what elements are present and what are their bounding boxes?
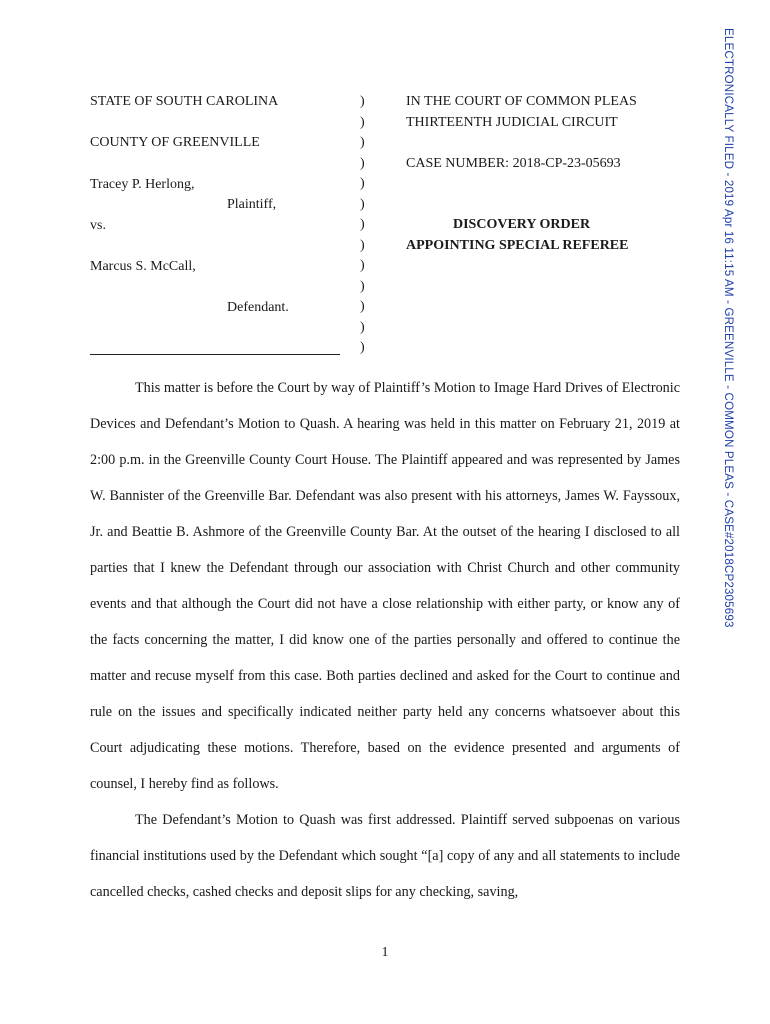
case-number: CASE NUMBER: 2018-CP-23-05693	[406, 155, 621, 171]
paren: )	[360, 94, 365, 109]
paren: )	[360, 258, 365, 273]
plaintiff-role: Plaintiff,	[227, 197, 277, 212]
versus-label: vs.	[90, 218, 106, 233]
paren: )	[360, 299, 365, 314]
paren: )	[360, 217, 365, 232]
paren: )	[360, 176, 365, 191]
defendant-role: Defendant.	[227, 300, 289, 315]
paren: )	[360, 135, 365, 150]
order-title-line2: APPOINTING SPECIAL REFEREE	[406, 237, 629, 253]
body-paragraph-1: This matter is before the Court by way of Plaintiff’s Motion to Image Hard Drives of Electronic Devices and Defendant’s Motion to Quash. A hearing was held in this matter on February 21, 2019 at 2:00 p.m. in the Greenville County Court House. The Plaintiff appeared and was represented by James W. Bannister of the Greenville Bar. Defendant was also present with his attorneys, James W. Fayssoux, Jr. and Beattie B. Ashmore of the Greenville County Bar. At the outset of the hearing I disclosed to all parties that I knew the Defendant through our association with Christ Church and other community events and that although the Court did not have a close relationship with either party, or know any of the facts concerning the matter, I did know one of the parties personally and offered to continue the matter and recuse myself from this case. Both parties declined and asked for the Court to continue and rule on the issues and specifically indicated neither party held any concerns whatsoever about this Court adjudicating these motions. Therefore, based on the evidence presented and arguments of counsel, I hereby find as follows.	[90, 380, 680, 792]
order-body	[90, 370, 680, 910]
court-name: IN THE COURT OF COMMON PLEAS	[406, 94, 637, 109]
caption-rule	[90, 354, 340, 355]
order-title-line1: DISCOVERY ORDER	[453, 217, 591, 232]
paren: )	[360, 196, 365, 212]
county-heading: COUNTY OF GREENVILLE	[90, 135, 260, 150]
paren: )	[360, 237, 365, 253]
body-paragraph-2: The Defendant’s Motion to Quash was first addressed. Plaintiff served subpoenas on various financial institutions used by the Defendant which sought “[a] copy of any and all statements to include cancelled checks, cashed checks and deposit slips for any checking, saving,	[90, 812, 680, 900]
paren: )	[360, 155, 365, 171]
paren: )	[360, 278, 365, 294]
paren: )	[360, 340, 365, 355]
paren: )	[360, 114, 365, 130]
page-number: 1	[381, 945, 389, 960]
paren: )	[360, 319, 365, 335]
state-heading: STATE OF SOUTH CAROLINA	[90, 94, 279, 109]
plaintiff-name: Tracey P. Herlong,	[90, 177, 195, 192]
electronic-filing-stamp: ELECTRONICALLY FILED - 2019 Apr 16 11:15 AM - GREENVILLE - COMMON PLEAS - CASE#2018CP2305693	[722, 28, 735, 628]
defendant-name: Marcus S. McCall,	[90, 259, 196, 274]
judicial-circuit: THIRTEENTH JUDICIAL CIRCUIT	[406, 114, 618, 130]
